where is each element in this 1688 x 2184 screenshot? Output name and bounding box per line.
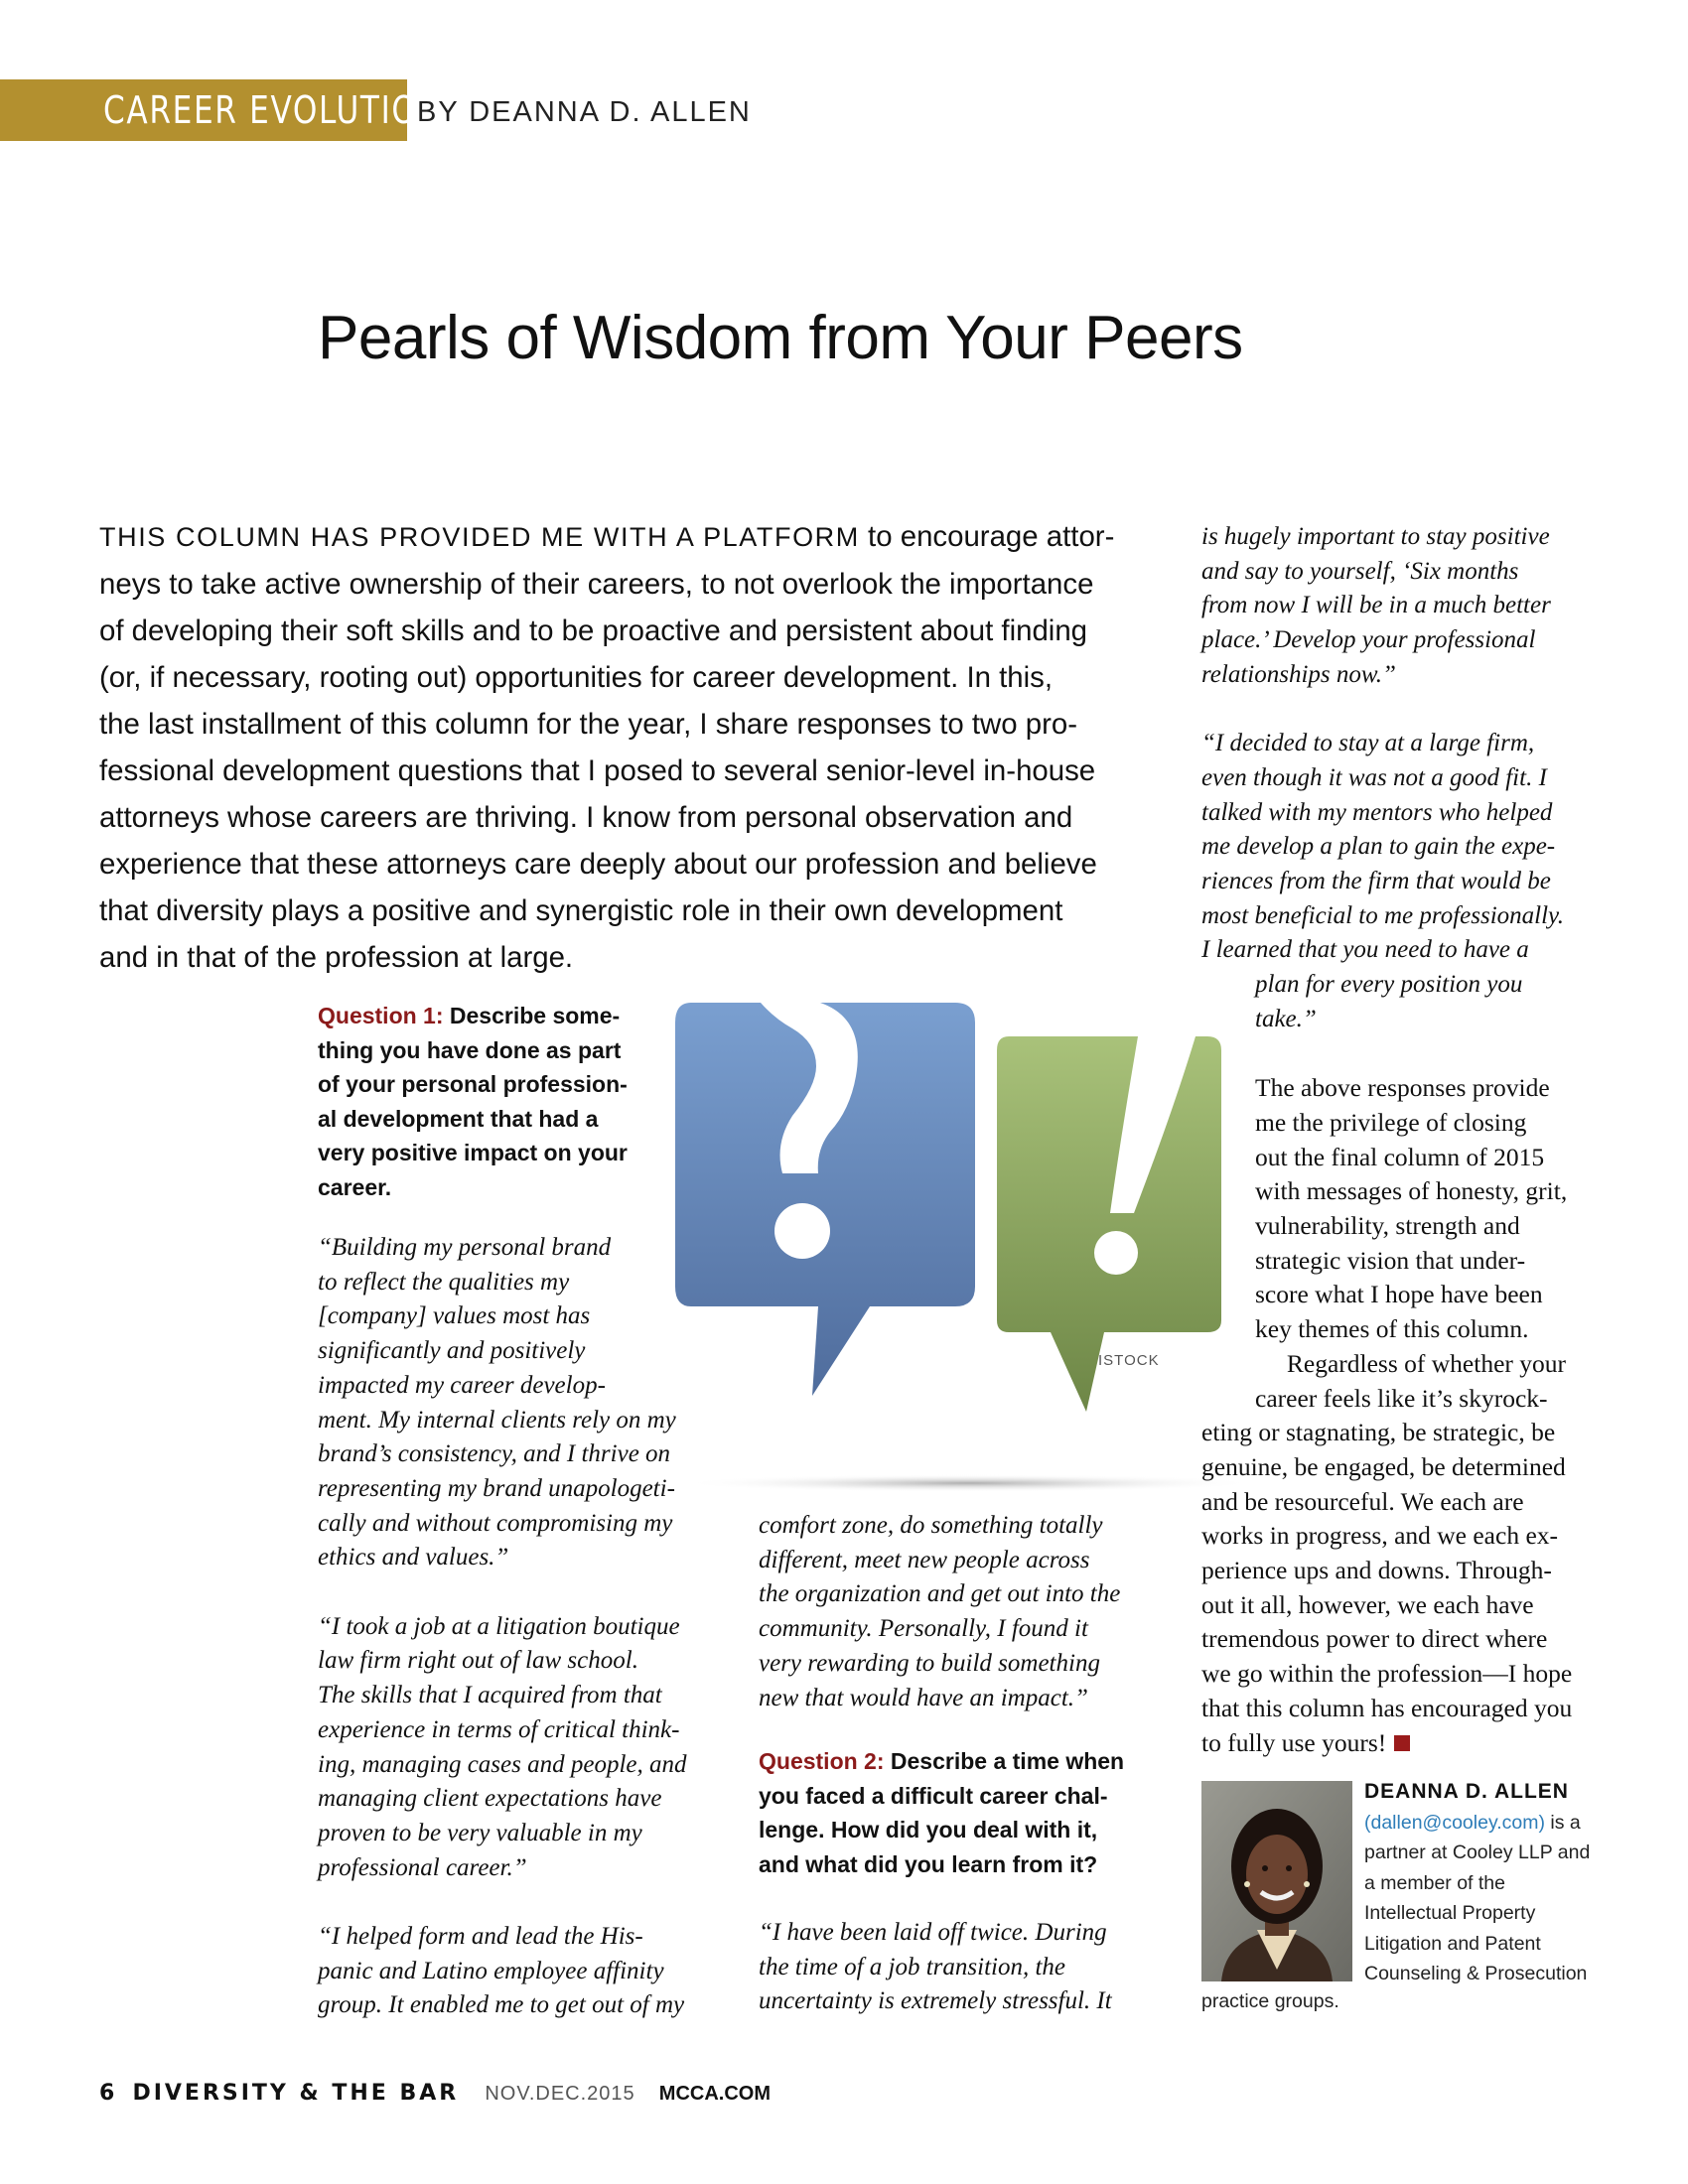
closing-line: out it all, however, we each have (1201, 1589, 1534, 1619)
closing-line: genuine, be engaged, be determined (1201, 1451, 1566, 1481)
intro-line: to encourage attor- (859, 520, 1115, 553)
question-bubble (675, 998, 975, 1396)
speech-bubbles-illustration (671, 993, 1247, 1499)
bubble-shadow (681, 1474, 1247, 1492)
quote-line: is hugely important to stay positive (1201, 523, 1550, 550)
question-1-line: career. (318, 1173, 392, 1200)
closing-line: career feels like it’s skyrock- (1255, 1383, 1548, 1413)
quote-line: impacted my career develop- (318, 1371, 606, 1399)
quote-paragraph (318, 1920, 715, 2023)
quote-line: place.’ Develop your professional (1201, 626, 1536, 654)
end-mark-icon (1394, 1735, 1410, 1751)
exclaim-dot (1094, 1231, 1138, 1275)
quote-line: from now I will be in a much better (1201, 592, 1551, 619)
page-footer (99, 2080, 771, 2106)
quote-line: talked with my mentors who helped (1201, 798, 1553, 826)
website: MCCA.COM (658, 2083, 772, 2105)
quote-line: panic and Latino employee affinity (318, 1957, 664, 1984)
quote-line: The skills that I acquired from that (318, 1682, 662, 1709)
closing-line: and be resourceful. We each are (1201, 1486, 1524, 1516)
closing-line: that this column has encouraged you (1201, 1693, 1573, 1722)
quote-line: [company] values most has (318, 1302, 591, 1330)
right-quote-1 (1201, 520, 1599, 693)
intro-line: attorneys whose careers are thriving. I know from personal observation and (99, 801, 1073, 834)
quote-paragraph (318, 1610, 715, 1886)
closing-line: The above responses provide (1255, 1073, 1550, 1103)
quote-line: even though it was not a good fit. I (1201, 763, 1547, 791)
quote-line: “I decided to stay at a large firm, (1201, 730, 1535, 757)
question-1-line: of your personal profession- (318, 1071, 628, 1097)
quote-line: ing, managing cases and people, and (318, 1750, 687, 1778)
closing-line: me the privilege of closing (1255, 1107, 1527, 1137)
closing-line: key themes of this column. (1255, 1314, 1529, 1344)
author-name: DEANNA D. ALLEN (1364, 1780, 1569, 1803)
quote-line: the time of a job transition, the (759, 1953, 1066, 1980)
quote-line: managing client expectations have (318, 1785, 662, 1813)
intro-line: the last installment of this column for the year, I share responses to two pro- (99, 708, 1078, 741)
closing-paragraph (1201, 1071, 1599, 1760)
quote-line: to reflect the qualities my (318, 1268, 570, 1296)
closing-line: out the final column of 2015 (1255, 1142, 1545, 1171)
issue-date: NOV.DEC.2015 (485, 2083, 635, 2105)
bio-line: a member of the (1364, 1871, 1505, 1894)
quote-line: comfort zone, do something totally (759, 1512, 1103, 1539)
quote-line: ment. My internal clients rely on my (318, 1406, 676, 1433)
quote-line: brand’s consistency, and I thrive on (318, 1440, 671, 1468)
closing-line: vulnerability, strength and (1255, 1211, 1520, 1241)
question-2-label: Question 2: (759, 1748, 885, 1774)
quote-line: uncertainty is extremely stressful. It (759, 1987, 1112, 2015)
bio-text: is a (1545, 1811, 1581, 1834)
right-column (1201, 520, 1599, 1760)
quote-line: “I have been laid off twice. During (759, 1919, 1107, 1946)
quote-line: law firm right out of law school. (318, 1647, 638, 1675)
article-title: Pearls of Wisdom from Your Peers (318, 304, 1243, 372)
question-1-line: al development that had a (318, 1105, 599, 1132)
closing-line: tremendous power to direct where (1201, 1624, 1548, 1654)
quote-paragraph (318, 1231, 715, 1575)
closing-line: score what I hope have been (1255, 1280, 1543, 1309)
quote-line: proven to be very valuable in my (318, 1819, 642, 1846)
quote-line: representing my brand unapologeti- (318, 1474, 675, 1502)
intro-line: (or, if necessary, rooting out) opportunities for career development. In this, (99, 661, 1054, 694)
quote-line: ethics and values.” (318, 1544, 509, 1571)
closing-line: eting or stagnating, be strategic, be (1201, 1418, 1556, 1447)
page-number: 6 (99, 2081, 115, 2106)
question-1-line: thing you have done as part (318, 1036, 622, 1063)
question-dot (774, 1203, 830, 1259)
photo-credit: ISTOCK (1098, 1352, 1160, 1369)
quote-line: me develop a plan to gain the expe- (1201, 833, 1556, 861)
bio-line: practice groups. (1201, 1990, 1339, 2012)
closing-line: works in progress, and we each ex- (1201, 1521, 1559, 1551)
quote-line: “I took a job at a litigation boutique (318, 1612, 680, 1640)
intro-line: and in that of the profession at large. (99, 941, 574, 974)
right-quote-2 (1201, 727, 1599, 1036)
quote-line: relationships now.” (1201, 660, 1396, 688)
quote-line: professional career.” (318, 1853, 527, 1881)
quote-line: the organization and get out into the (759, 1580, 1121, 1608)
author-bio (1364, 1777, 1603, 1989)
intro-line: of developing their soft skills and to be proactive and persistent about finding (99, 614, 1088, 647)
quote-line: group. It enabled me to get out of my (318, 1991, 685, 2019)
question-1-heading (318, 999, 705, 1204)
question-1-line: very positive impact on your (318, 1140, 628, 1165)
quote-line: “Building my personal brand (318, 1234, 612, 1261)
quote-line: new that would have an impact.” (759, 1684, 1088, 1711)
intro-line: that diversity plays a positive and synergistic role in their own development (99, 894, 1063, 927)
magazine-name: DIVERSITY & THE BAR (132, 2081, 460, 2106)
quote-line: cally and without compromising my (318, 1509, 673, 1537)
question-1-label: Question 1: (318, 1003, 444, 1028)
intro-line: experience that these attorneys care deeply about our profession and believe (99, 848, 1097, 881)
quote-line: riences from the firm that would be (1201, 868, 1551, 895)
question-2-line: and what did you learn from it? (759, 1850, 1098, 1877)
closing-line: with messages of honesty, grit, (1255, 1176, 1568, 1206)
closing-line: we go within the profession—I hope (1201, 1659, 1573, 1689)
quote-line: and say to yourself, ‘Six months (1201, 557, 1519, 585)
quote-line: take.” (1255, 1005, 1317, 1032)
closing-line: perience ups and downs. Through- (1201, 1556, 1552, 1585)
closing-line: Regardless of whether your (1255, 1348, 1566, 1378)
question-2-quote (759, 1916, 1156, 2019)
intro-lead: THIS COLUMN HAS PROVIDED ME WITH A PLATFORM (99, 522, 860, 552)
intro-paragraph (99, 513, 1132, 981)
quote-line: most beneficial to me professionally. (1201, 901, 1565, 929)
bio-line: Litigation and Patent (1364, 1932, 1541, 1955)
question-2-line: lenge. How did you deal with it, (759, 1817, 1098, 1843)
quote-line: very rewarding to build something (759, 1649, 1100, 1677)
closing-line: strategic vision that under- (1255, 1245, 1526, 1275)
byline: BY DEANNA D. ALLEN (417, 96, 752, 128)
section-title: CAREER EVOLUTION (103, 88, 443, 132)
closing-line: to fully use yours! (1201, 1727, 1387, 1757)
column-2-quote-continued (759, 1509, 1156, 1715)
column-1-quotes (318, 1231, 715, 2023)
quote-line: significantly and positively (318, 1337, 586, 1365)
bio-line: Counseling & Prosecution (1364, 1963, 1588, 1984)
intro-line: neys to take active ownership of their careers, to not overlook the importance (99, 568, 1094, 601)
quote-line: community. Personally, I found it (759, 1615, 1088, 1643)
question-2-line: you faced a difficult career chal- (759, 1782, 1108, 1809)
quote-line: experience in terms of critical think- (318, 1715, 680, 1743)
question-2-heading (759, 1744, 1156, 1881)
intro-line: fessional development questions that I posed to several senior-level in-house (99, 754, 1096, 787)
author-email-link[interactable]: (dallen@cooley.com) (1364, 1811, 1546, 1834)
bio-line: partner at Cooley LLP and (1364, 1842, 1591, 1863)
quote-line: different, meet new people across (759, 1546, 1090, 1573)
question-1-text: Describe some- (443, 1003, 621, 1028)
bio-line: Intellectual Property (1364, 1902, 1536, 1924)
question-2-text: Describe a time when (884, 1748, 1125, 1774)
author-portrait (1201, 1781, 1352, 1981)
quote-line: plan for every position you (1255, 971, 1523, 999)
quote-line: I learned that you need to have a (1201, 936, 1529, 964)
quote-line: “I helped form and lead the His- (318, 1923, 643, 1951)
